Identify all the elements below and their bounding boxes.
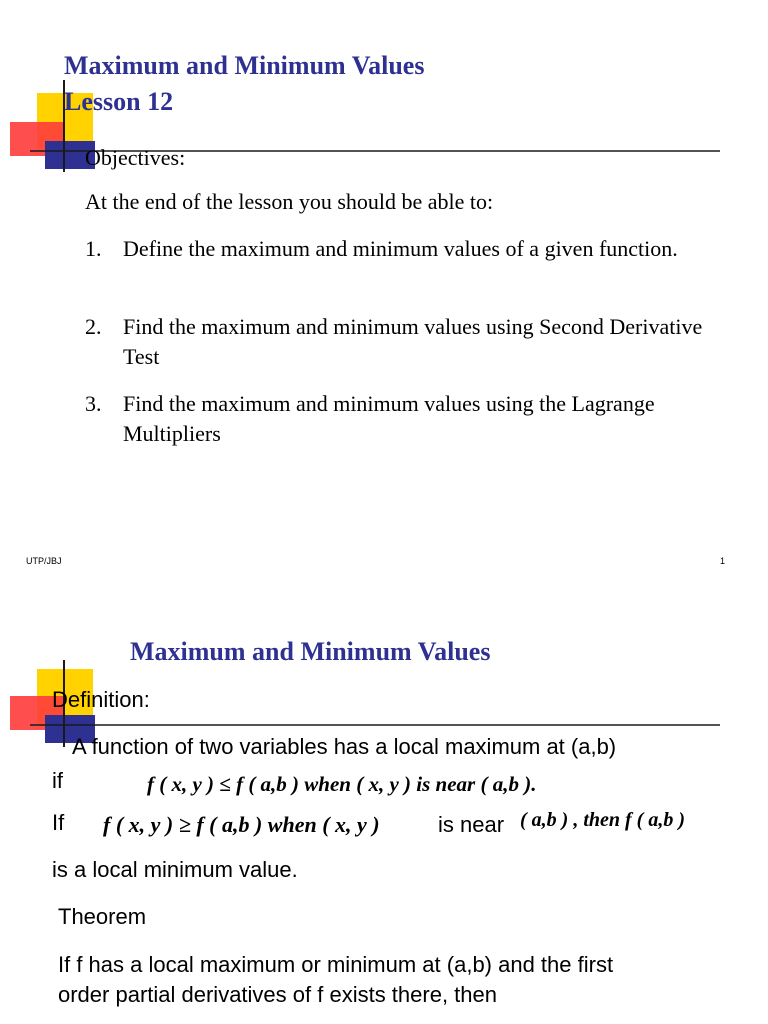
- formula-local-min: f ( x, y ) ≥ f ( a,b ) when ( x, y ): [103, 812, 380, 837]
- if-label-2: If: [52, 810, 65, 835]
- definition-label: Definition:: [52, 687, 150, 712]
- page-number: 1: [720, 556, 726, 566]
- list-item-text: Find the maximum and minimum values using Second Derivative Test: [123, 314, 703, 369]
- list-item-text: Define the maximum and minimum values of a given function.: [123, 236, 678, 261]
- list-item-number: 1.: [85, 236, 102, 261]
- footer-source: UTP/JBJ: [26, 556, 62, 566]
- theorem-text-line-2: order partial derivatives of f exists there, then: [58, 982, 497, 1007]
- slide-title: Maximum and Minimum Values: [64, 51, 425, 80]
- list-item: [85, 234, 725, 296]
- corner-decoration-icon: [0, 592, 768, 752]
- definition-text: A function of two variables has a local maximum at (a,b): [72, 734, 617, 759]
- is-near-text: is near: [438, 812, 505, 837]
- list-item-number: 2.: [85, 314, 102, 339]
- formula-local-max: f ( x, y ) ≤ f ( a,b ) when ( x, y ) is near ( a,b ).: [147, 772, 537, 796]
- theorem-text-line-1: If f has a local maximum or minimum at (a,b) and the first: [58, 952, 614, 977]
- list-item: [85, 312, 725, 374]
- objectives-intro: At the end of the lesson you should be able to:: [85, 189, 494, 214]
- objectives-label: Objectives:: [85, 145, 186, 170]
- formula-local-min-tail: ( a,b ) , then f ( a,b ): [520, 809, 685, 831]
- theorem-label: Theorem: [58, 904, 147, 929]
- slide-title: Maximum and Minimum Values: [130, 637, 491, 666]
- slide-2: [0, 592, 768, 1024]
- list-item: [85, 389, 725, 451]
- if-label: if: [52, 768, 63, 793]
- list-item-number: 3.: [85, 391, 102, 416]
- list-item-text: Find the maximum and minimum values using the Lagrange Multipliers: [123, 391, 655, 446]
- local-min-text: is a local minimum value.: [52, 857, 298, 882]
- slide-subtitle: Lesson 12: [64, 87, 174, 116]
